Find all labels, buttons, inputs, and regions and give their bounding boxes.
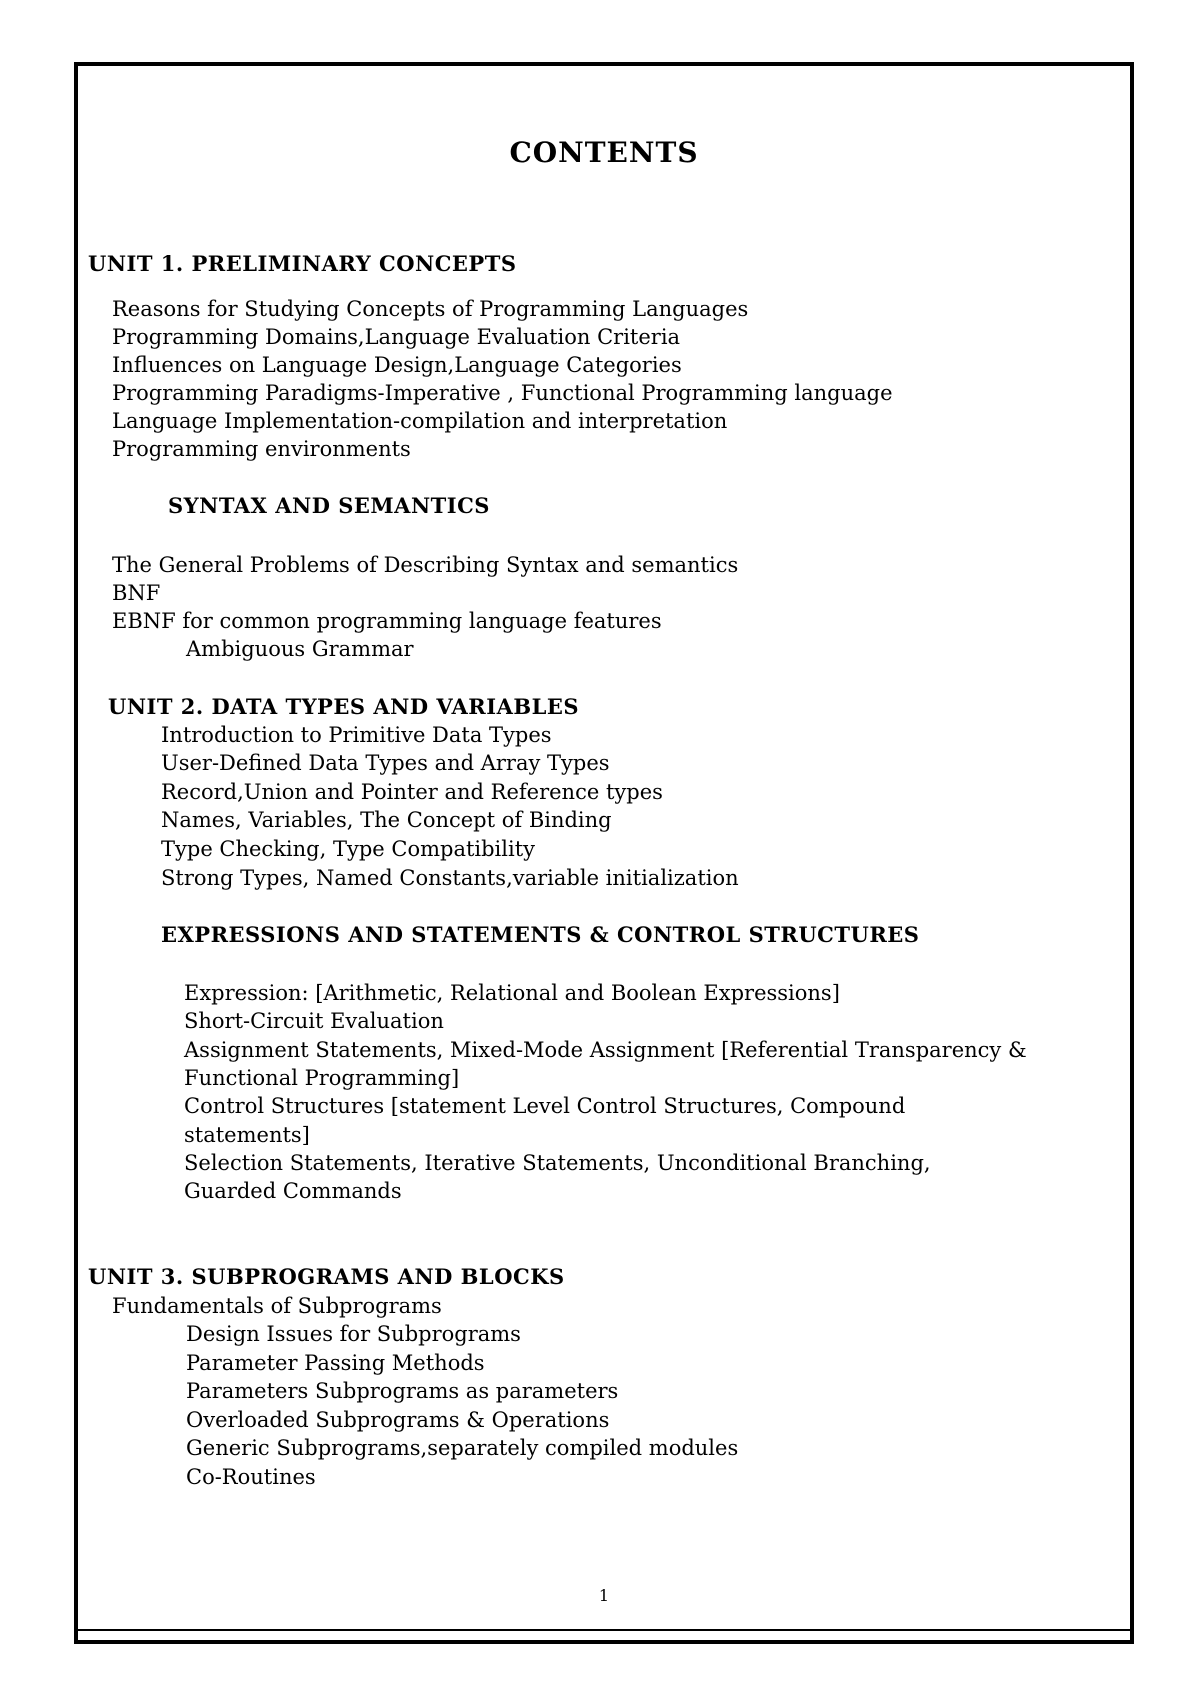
list-item: Strong Types, Named Constants,variable initialization (161, 866, 739, 890)
unit-2-heading: UNIT 2. DATA TYPES AND VARIABLES (108, 694, 580, 719)
list-item: User-Defined Data Types and Array Types (161, 751, 610, 775)
list-item: Reasons for Studying Concepts of Programming Languages (112, 297, 749, 321)
list-item: Generic Subprograms,separately compiled modules (186, 1436, 739, 1460)
list-item: Programming Paradigms-Imperative , Functional Programming language (112, 381, 893, 405)
bottom-rule (78, 1629, 1130, 1631)
list-item: Names, Variables, The Concept of Binding (161, 808, 612, 832)
list-item: Short-Circuit Evaluation (184, 1009, 444, 1033)
list-item: BNF (112, 581, 161, 605)
list-item: Functional Programming] (184, 1066, 460, 1090)
page-number: 1 (598, 1586, 610, 1605)
list-item: Control Structures [statement Level Control Structures, Compound (184, 1094, 906, 1118)
section-heading-expressions: EXPRESSIONS AND STATEMENTS & CONTROL STRUCTURES (161, 922, 920, 947)
list-item: Influences on Language Design,Language Categories (112, 353, 682, 377)
section-heading-syntax: SYNTAX AND SEMANTICS (168, 493, 490, 518)
list-item: Parameter Passing Methods (186, 1351, 485, 1375)
list-item: Record,Union and Pointer and Reference types (161, 780, 663, 804)
list-item: Parameters Subprograms as parameters (186, 1379, 619, 1403)
list-item: Type Checking, Type Compatibility (161, 837, 536, 861)
list-item: Overloaded Subprograms & Operations (186, 1408, 610, 1432)
unit-3-heading: UNIT 3. SUBPROGRAMS AND BLOCKS (88, 1264, 565, 1289)
list-item: Introduction to Primitive Data Types (161, 723, 552, 747)
list-item: Selection Statements, Iterative Statements, Unconditional Branching, (184, 1151, 931, 1175)
list-item: The General Problems of Describing Syntax and semantics (112, 553, 739, 577)
list-item: Guarded Commands (184, 1179, 402, 1203)
list-item: Design Issues for Subprograms (186, 1322, 521, 1346)
list-item: Expression: [Arithmetic, Relational and Boolean Expressions] (184, 981, 840, 1005)
unit-1-heading: UNIT 1. PRELIMINARY CONCEPTS (88, 251, 517, 276)
list-item: Programming Domains,Language Evaluation Criteria (112, 325, 681, 349)
list-item: statements] (184, 1123, 310, 1147)
list-item: Co-Routines (186, 1465, 316, 1489)
list-item: Language Implementation-compilation and interpretation (112, 409, 728, 433)
list-item: Assignment Statements, Mixed-Mode Assignment [Referential Transparency & (184, 1038, 1027, 1062)
list-item: Programming environments (112, 437, 411, 461)
list-item: Ambiguous Grammar (186, 637, 414, 661)
page-title: CONTENTS (509, 136, 699, 169)
list-item: EBNF for common programming language features (112, 609, 662, 633)
list-item: Fundamentals of Subprograms (112, 1294, 442, 1318)
